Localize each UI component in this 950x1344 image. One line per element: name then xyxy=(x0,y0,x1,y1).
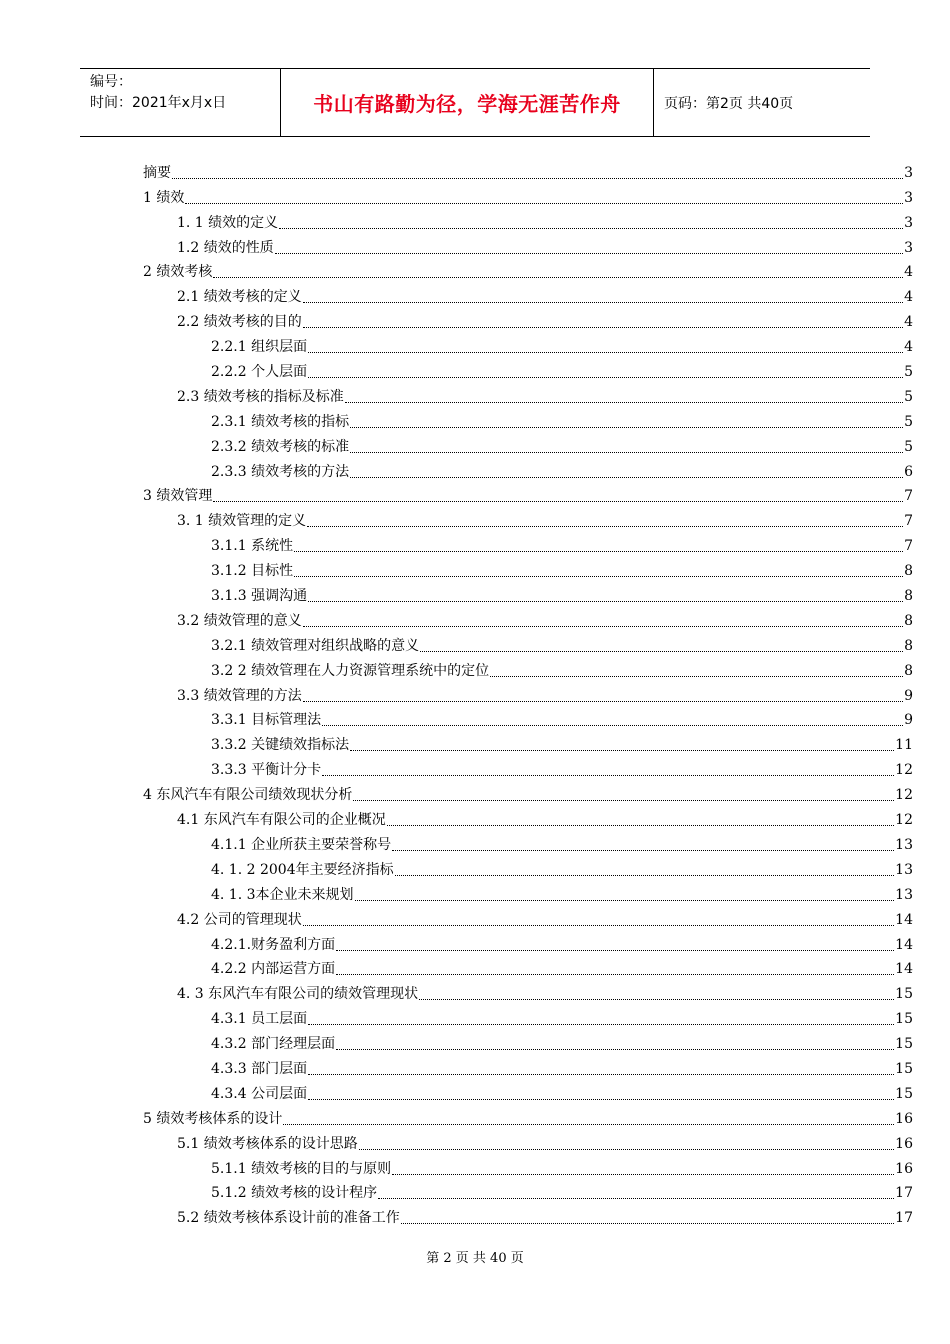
toc-dot-leader xyxy=(294,551,903,552)
page-header xyxy=(80,68,870,137)
page-footer: 第 2 页 共 40 页 xyxy=(426,1251,524,1266)
toc-entry[interactable] xyxy=(143,283,913,308)
toc-entry[interactable] xyxy=(143,557,913,582)
toc-entry[interactable] xyxy=(143,1155,913,1180)
toc-entry-title: 3.3.1 目标管理法 xyxy=(211,712,322,729)
toc-dot-leader xyxy=(336,974,894,975)
toc-entry[interactable] xyxy=(143,856,913,881)
toc-entry-title: 3 绩效管理 xyxy=(143,488,213,505)
toc-entry[interactable] xyxy=(143,1055,913,1080)
toc-dot-leader xyxy=(308,1099,894,1100)
toc-entry-title: 3.1.3 强调沟通 xyxy=(211,588,308,605)
toc-entry[interactable] xyxy=(143,259,913,284)
toc-entry-title: 2.3.1 绩效考核的指标 xyxy=(211,413,350,430)
toc-entry-title: 5 绩效考核体系的设计 xyxy=(143,1110,283,1127)
toc-entry-title: 2.2 绩效考核的目的 xyxy=(177,314,302,331)
toc-entry-page: 8 xyxy=(904,662,913,679)
toc-entry-page: 5 xyxy=(904,388,913,405)
toc-entry-page: 12 xyxy=(895,762,913,779)
toc-dot-leader xyxy=(308,352,903,353)
toc-entry[interactable] xyxy=(143,657,913,682)
toc-entry[interactable] xyxy=(143,383,913,408)
toc-dot-leader xyxy=(308,1024,894,1025)
toc-dot-leader xyxy=(303,302,903,303)
toc-entry-title: 3.2 2 绩效管理在人力资源管理系统中的定位 xyxy=(211,662,490,679)
toc-entry-title: 4.3.1 员工层面 xyxy=(211,1011,308,1028)
toc-entry[interactable] xyxy=(143,756,913,781)
toc-entry-page: 4 xyxy=(904,339,913,356)
toc-entry-title: 5.1.1 绩效考核的目的与原则 xyxy=(211,1160,392,1177)
toc-entry-title: 3.3.3 平衡计分卡 xyxy=(211,762,322,779)
toc-entry-page: 5 xyxy=(904,364,913,381)
toc-entry[interactable] xyxy=(143,906,913,931)
toc-entry[interactable] xyxy=(143,483,913,508)
toc-dot-leader xyxy=(185,203,903,204)
toc-dot-leader xyxy=(308,601,903,602)
toc-dot-leader xyxy=(345,402,903,403)
toc-entry-page: 17 xyxy=(895,1210,913,1227)
toc-entry-title: 1.2 绩效的性质 xyxy=(177,239,274,256)
toc-entry[interactable] xyxy=(143,433,913,458)
toc-entry[interactable] xyxy=(143,980,913,1005)
toc-entry-title: 3.3.2 关键绩效指标法 xyxy=(211,737,350,754)
toc-entry-page: 11 xyxy=(895,737,913,754)
toc-entry-page: 15 xyxy=(895,1060,913,1077)
toc-entry-page: 16 xyxy=(895,1160,913,1177)
toc-entry-page: 13 xyxy=(895,836,913,853)
toc-entry-page: 3 xyxy=(904,164,913,181)
toc-dot-leader xyxy=(419,999,894,1000)
toc-dot-leader xyxy=(213,501,903,502)
toc-dot-leader xyxy=(392,850,894,851)
toc-dot-leader xyxy=(355,900,895,901)
toc-entry-title: 3.2.1 绩效管理对组织战略的意义 xyxy=(211,637,420,654)
toc-entry[interactable] xyxy=(143,781,913,806)
toc-entry[interactable] xyxy=(143,956,913,981)
toc-entry-page: 5 xyxy=(904,438,913,455)
document-time: 时间：2021年x月x日 xyxy=(90,95,227,111)
toc-entry-page: 15 xyxy=(895,1036,913,1053)
toc-dot-leader xyxy=(392,1174,894,1175)
toc-entry[interactable] xyxy=(143,1204,913,1229)
toc-entry-title: 3.2 绩效管理的意义 xyxy=(177,612,302,629)
toc-entry-page: 8 xyxy=(904,563,913,580)
toc-entry-title: 4.2 公司的管理现状 xyxy=(177,911,302,928)
toc-entry-page: 7 xyxy=(904,538,913,555)
toc-entry[interactable] xyxy=(143,582,913,607)
toc-dot-leader xyxy=(350,477,903,478)
toc-entry-title: 5.2 绩效考核体系设计前的准备工作 xyxy=(177,1210,400,1227)
header-meta xyxy=(80,69,281,136)
toc-entry-title: 4 东风汽车有限公司绩效现状分析 xyxy=(143,787,353,804)
toc-entry-title: 3. 1 绩效管理的定义 xyxy=(177,513,307,530)
toc-entry[interactable] xyxy=(143,1105,913,1130)
toc-entry-title: 3.3 绩效管理的方法 xyxy=(177,687,302,704)
toc-entry-title: 4.2.2 内部运营方面 xyxy=(211,961,336,978)
toc-entry[interactable] xyxy=(143,707,913,732)
toc-dot-leader xyxy=(308,377,903,378)
toc-entry[interactable] xyxy=(143,682,913,707)
toc-entry-page: 3 xyxy=(904,214,913,231)
toc-entry-title: 4. 3 东风汽车有限公司的绩效管理现状 xyxy=(177,986,419,1003)
toc-dot-leader xyxy=(279,228,903,229)
toc-entry-page: 7 xyxy=(904,513,913,530)
toc-dot-leader xyxy=(303,626,903,627)
toc-dot-leader xyxy=(308,1074,894,1075)
toc-entry-page: 12 xyxy=(895,787,913,804)
toc-dot-leader xyxy=(322,725,903,726)
toc-entry-page: 5 xyxy=(904,413,913,430)
toc-entry-title: 3.1.1 系统性 xyxy=(211,538,294,555)
toc-entry-page: 15 xyxy=(895,1085,913,1102)
toc-entry-title: 4.3.2 部门经理层面 xyxy=(211,1036,336,1053)
toc-entry[interactable] xyxy=(143,881,913,906)
toc-entry-page: 8 xyxy=(904,612,913,629)
toc-entry-title: 5.1 绩效考核体系的设计思路 xyxy=(177,1135,358,1152)
toc-entry-title: 4. 1. 2 2004年主要经济指标 xyxy=(211,861,394,878)
toc-entry[interactable] xyxy=(143,931,913,956)
toc-entry-page: 4 xyxy=(904,264,913,281)
toc-entry[interactable] xyxy=(143,458,913,483)
document-number-label: 编号： xyxy=(90,74,132,90)
header-page-info: 页码：第2页 共40页 xyxy=(664,95,794,112)
toc-entry-page: 13 xyxy=(895,886,913,903)
toc-entry[interactable] xyxy=(143,408,913,433)
toc-entry-title: 4.2.1.财务盈利方面 xyxy=(211,936,336,953)
toc-entry-page: 3 xyxy=(904,189,913,206)
toc-entry-page: 15 xyxy=(895,986,913,1003)
toc-entry-title: 2 绩效考核 xyxy=(143,264,213,281)
toc-entry-page: 4 xyxy=(904,289,913,306)
toc-entry[interactable] xyxy=(143,1005,913,1030)
toc-entry-title: 4.1 东风汽车有限公司的企业概况 xyxy=(177,812,386,829)
toc-entry[interactable] xyxy=(143,234,913,259)
toc-entry-page: 12 xyxy=(895,812,913,829)
toc-entry-page: 9 xyxy=(904,687,913,704)
toc-entry-page: 14 xyxy=(895,911,913,928)
toc-entry-title: 2.2.2 个人层面 xyxy=(211,364,308,381)
toc-dot-leader xyxy=(350,452,903,453)
toc-entry-title: 1. 1 绩效的定义 xyxy=(177,214,279,231)
toc-entry[interactable] xyxy=(143,1180,913,1205)
toc-dot-leader xyxy=(401,1223,894,1224)
toc-dot-leader xyxy=(420,651,903,652)
toc-dot-leader xyxy=(303,925,894,926)
toc-entry-title: 2.1 绩效考核的定义 xyxy=(177,289,302,306)
toc-dot-leader xyxy=(353,800,894,801)
toc-dot-leader xyxy=(378,1198,894,1199)
toc-entry-page: 16 xyxy=(895,1110,913,1127)
toc-entry-page: 6 xyxy=(904,463,913,480)
toc-entry-page: 8 xyxy=(904,637,913,654)
toc-entry[interactable] xyxy=(143,308,913,333)
toc-entry[interactable] xyxy=(143,1130,913,1155)
header-motto: 书山有路勤为径，学海无涯苦作舟 xyxy=(281,69,654,136)
toc-entry-title: 4. 1. 3本企业未来规划 xyxy=(211,886,354,903)
toc-dot-leader xyxy=(303,701,903,702)
toc-dot-leader xyxy=(395,875,895,876)
toc-entry[interactable] xyxy=(143,507,913,532)
toc-entry-page: 14 xyxy=(895,961,913,978)
toc-dot-leader xyxy=(294,576,903,577)
toc-dot-leader xyxy=(322,775,894,776)
toc-dot-leader xyxy=(307,526,903,527)
toc-dot-leader xyxy=(387,825,894,826)
toc-entry-title: 2.3.3 绩效考核的方法 xyxy=(211,463,350,480)
toc-dot-leader xyxy=(336,950,894,951)
toc-entry-page: 15 xyxy=(895,1011,913,1028)
toc-entry[interactable] xyxy=(143,731,913,756)
toc-entry[interactable] xyxy=(143,184,913,209)
toc-entry[interactable] xyxy=(143,1030,913,1055)
toc-dot-leader xyxy=(172,178,903,179)
toc-dot-leader xyxy=(336,1049,894,1050)
toc-entry[interactable] xyxy=(143,632,913,657)
toc-dot-leader xyxy=(350,750,894,751)
toc-dot-leader xyxy=(350,427,903,428)
toc-entry[interactable] xyxy=(143,532,913,557)
toc-entry-title: 2.3.2 绩效考核的标准 xyxy=(211,438,350,455)
toc-entry-page: 4 xyxy=(904,314,913,331)
toc-entry[interactable] xyxy=(143,358,913,383)
toc-entry[interactable] xyxy=(143,209,913,234)
toc-entry[interactable] xyxy=(143,333,913,358)
toc-entry[interactable] xyxy=(143,1080,913,1105)
toc-entry-title: 3.1.2 目标性 xyxy=(211,563,294,580)
toc-entry-page: 16 xyxy=(895,1135,913,1152)
toc-entry-page: 14 xyxy=(895,936,913,953)
table-of-contents xyxy=(143,159,913,1229)
toc-entry-title: 5.1.2 绩效考核的设计程序 xyxy=(211,1185,378,1202)
toc-entry[interactable] xyxy=(143,831,913,856)
toc-entry-page: 17 xyxy=(895,1185,913,1202)
toc-entry-title: 摘要 xyxy=(143,164,171,181)
toc-entry-page: 13 xyxy=(895,861,913,878)
toc-entry-page: 7 xyxy=(904,488,913,505)
toc-dot-leader xyxy=(490,676,903,677)
toc-dot-leader xyxy=(213,277,903,278)
toc-entry-page: 8 xyxy=(904,588,913,605)
toc-entry[interactable] xyxy=(143,607,913,632)
toc-dot-leader xyxy=(359,1149,894,1150)
toc-dot-leader xyxy=(303,327,903,328)
toc-entry-title: 4.3.4 公司层面 xyxy=(211,1085,308,1102)
toc-entry[interactable] xyxy=(143,806,913,831)
toc-dot-leader xyxy=(275,253,903,254)
toc-entry[interactable] xyxy=(143,159,913,184)
toc-entry-title: 2.2.1 组织层面 xyxy=(211,339,308,356)
toc-dot-leader xyxy=(283,1124,894,1125)
toc-entry-page: 9 xyxy=(904,712,913,729)
toc-entry-title: 4.3.3 部门层面 xyxy=(211,1060,308,1077)
toc-entry-title: 1 绩效 xyxy=(143,189,185,206)
toc-entry-page: 3 xyxy=(904,239,913,256)
toc-entry-title: 4.1.1 企业所获主要荣誉称号 xyxy=(211,836,392,853)
toc-entry-title: 2.3 绩效考核的指标及标准 xyxy=(177,388,344,405)
